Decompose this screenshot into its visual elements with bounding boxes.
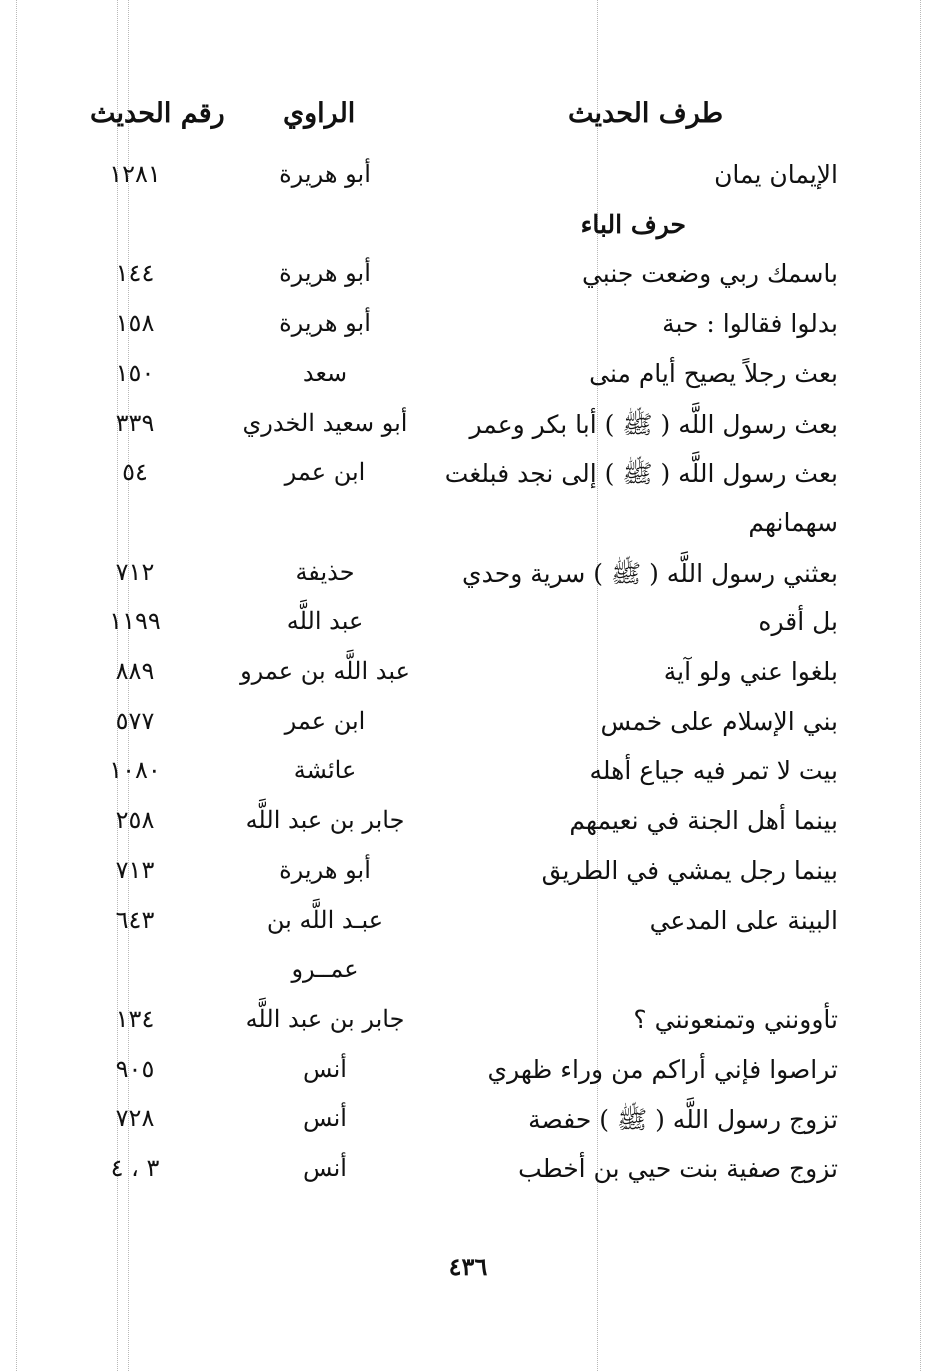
narrator-name: أنس (303, 1055, 347, 1083)
hadith-number: ٨٨٩ (115, 657, 155, 685)
narrator-name: ابن عمر (284, 707, 366, 735)
narrator-name: أنس (303, 1154, 347, 1182)
hadith-text: تراصوا فإني أراكم من وراء ظهري (487, 1055, 838, 1084)
narrator-name: جابر بن عبد اللَّه (245, 806, 405, 834)
narrator-column-header: الراوي (283, 98, 356, 129)
table-row (0, 906, 936, 950)
table-row (0, 309, 936, 353)
table-row (0, 409, 936, 453)
hadith-number: ٦٤٣ (115, 906, 155, 934)
table-row (0, 1154, 936, 1198)
hadith-text: بدلوا فقالوا : حبة (662, 309, 838, 338)
hadith-number: ٥٧٧ (115, 707, 155, 735)
table-row (0, 160, 936, 204)
hadith-text: تأوونني وتمنعونني ؟ (633, 1005, 838, 1034)
table-row (0, 508, 936, 552)
number-column-header: رقم الحديث (90, 98, 225, 129)
table-row (0, 806, 936, 850)
hadith-text: بعث رجلاً يصيح أيام منى (589, 359, 838, 388)
narrator-name: أبو هريرة (279, 259, 371, 287)
hadith-number: ١١٩٩ (109, 607, 161, 635)
hadith-text: بينما رجل يمشي في الطريق (541, 856, 838, 885)
narrator-name: حذيفة (295, 558, 355, 586)
hadith-text: بينما أهل الجنة في نعيمهم (569, 806, 838, 835)
table-row (0, 1055, 936, 1099)
hadith-text: تزوج صفية بنت حيي بن أخطب (518, 1154, 838, 1183)
hadith-number: ٣٣٩ (115, 409, 155, 437)
table-row (0, 1104, 936, 1148)
page-number: ٤٣٦ (448, 1252, 488, 1281)
hadith-text: بني الإسلام على خمس (600, 707, 838, 736)
narrator-name: أبو هريرة (279, 160, 371, 188)
table-row (0, 458, 936, 502)
hadith-number: ٧١٣ (115, 856, 155, 884)
narrator-name: عمــرو (291, 955, 359, 983)
table-row (0, 707, 936, 751)
table-row (0, 1005, 936, 1049)
hadith-number: ٧٢٨ (115, 1104, 155, 1132)
hadith-text: بل أقره (758, 607, 838, 636)
section-heading-row (0, 210, 936, 254)
hadith-text: بلغوا عني ولو آية (663, 657, 838, 686)
narrator-name: جابر بن عبد اللَّه (245, 1005, 405, 1033)
hadith-text: بعث رسول اللَّه ( ﷺ ) إلى نجد فبلغت (444, 459, 838, 488)
hadith-number: ٣ ، ٤ (110, 1154, 160, 1182)
hadith-text: تزوج رسول اللَّه ( ﷺ ) حفصة (528, 1105, 838, 1134)
table-row (0, 657, 936, 701)
hadith-number: ٥٤ (122, 458, 148, 486)
table-row (0, 607, 936, 651)
section-heading: حرف الباء (580, 210, 686, 239)
narrator-name: أنس (303, 1104, 347, 1132)
hadith-number: ٩٠٥ (115, 1055, 155, 1083)
narrator-name: عبد اللَّه بن عمرو (240, 657, 410, 685)
hadith-number: ١٠٨٠ (109, 756, 161, 784)
narrator-name: أبو هريرة (279, 309, 371, 337)
hadith-number: ١٤٤ (115, 259, 155, 287)
table-row (0, 955, 936, 999)
table-row (0, 359, 936, 403)
narrator-name: عبد اللَّه (286, 607, 364, 635)
table-row (0, 558, 936, 602)
hadith-number: ١٢٨١ (109, 160, 161, 188)
table-row (0, 259, 936, 303)
table-row (0, 756, 936, 800)
narrator-name: ابن عمر (284, 458, 366, 486)
hadith-text: سهمانهم (748, 508, 838, 537)
hadith-text: بعثني رسول اللَّه ( ﷺ ) سرية وحدي (462, 559, 838, 588)
table-row (0, 856, 936, 900)
hadith-text: بيت لا تمر فيه جياع أهله (589, 756, 838, 785)
narrator-name: عبـد اللَّه بن (266, 906, 384, 934)
hadith-number: ١٥٨ (115, 309, 155, 337)
hadith-text: بعث رسول اللَّه ( ﷺ ) أبا بكر وعمر (469, 410, 838, 439)
narrator-name: أبو هريرة (279, 856, 371, 884)
hadith-column-header: طرف الحديث (568, 98, 724, 129)
hadith-number: ١٥٠ (115, 359, 155, 387)
narrator-name: عائشة (293, 756, 357, 784)
hadith-text: البينة على المدعي (649, 906, 838, 935)
hadith-text: باسمك ربي وضعت جنبي (581, 259, 838, 288)
narrator-name: أبو سعيد الخدري (242, 409, 408, 437)
hadith-number: ٢٥٨ (115, 806, 155, 834)
hadith-text: الإيمان يمان (714, 160, 838, 189)
hadith-number: ١٣٤ (115, 1005, 155, 1033)
hadith-number: ٧١٢ (115, 558, 155, 586)
narrator-name: سعد (302, 359, 348, 387)
